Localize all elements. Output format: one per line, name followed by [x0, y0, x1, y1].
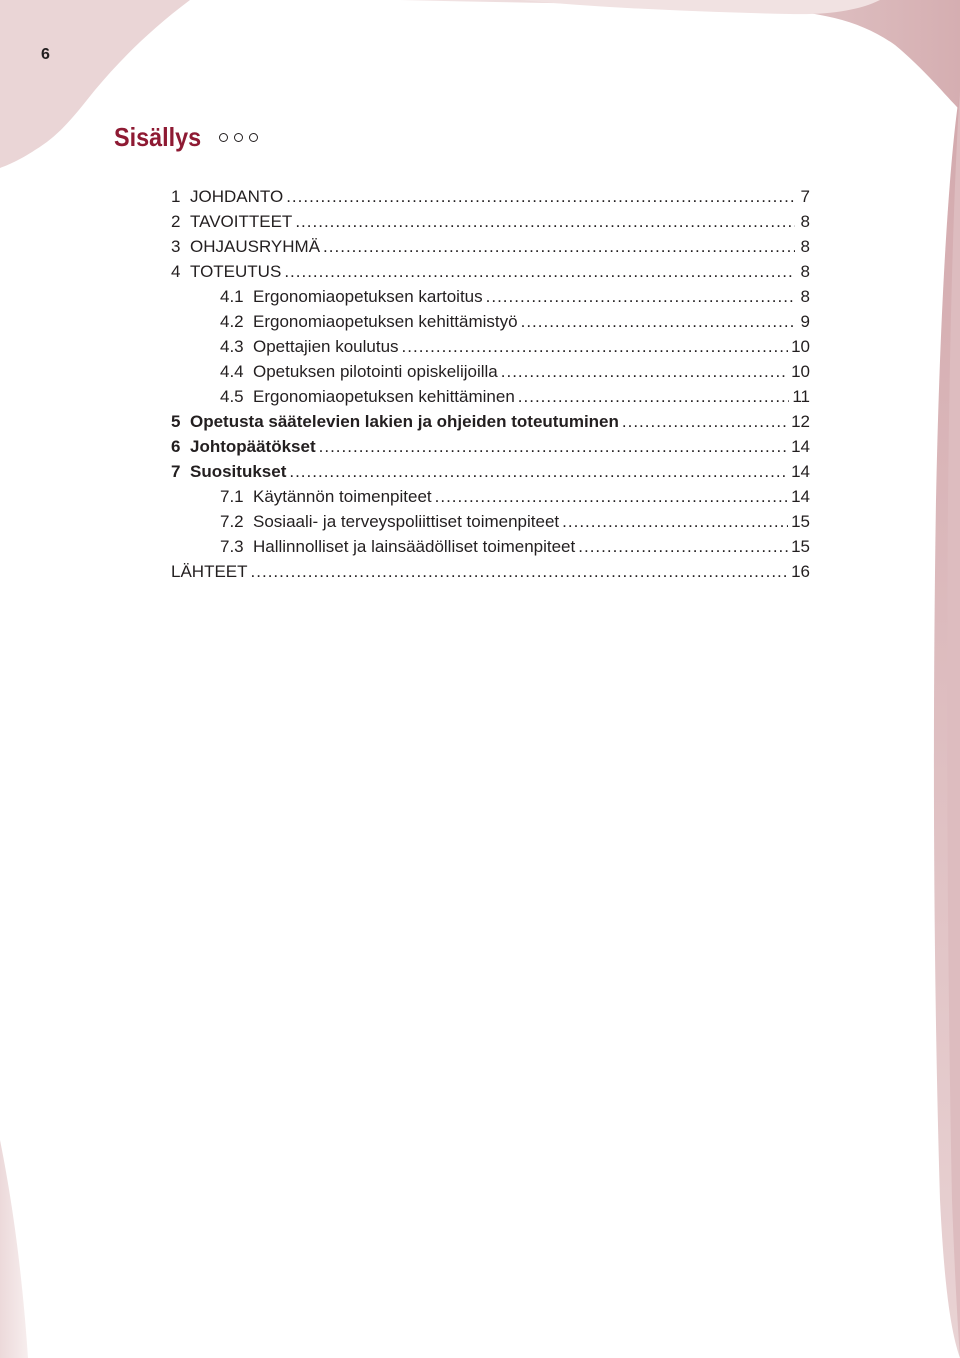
toc-entry[interactable] [171, 409, 810, 434]
toc-entry-page: 16 [791, 562, 810, 581]
toc-entry-page: 9 [800, 312, 810, 331]
toc-entry[interactable] [171, 284, 810, 309]
toc-entry-page: 14 [791, 437, 810, 456]
toc-entry-number: 5 [171, 412, 181, 431]
toc-entry-page: 8 [800, 237, 810, 256]
toc-entry-number: 6 [171, 437, 181, 456]
toc-entry-page: 8 [800, 212, 810, 231]
dot-leader [578, 534, 788, 559]
toc-entry[interactable] [171, 459, 810, 484]
dot-leader [622, 409, 788, 434]
toc-entry-label: Hallinnolliset ja lainsäädölliset toimenpiteet [253, 537, 576, 556]
top-band [400, 0, 960, 110]
dot-leader [518, 384, 790, 409]
circle-icon [249, 133, 258, 142]
toc-entry-number: 7.1 [220, 487, 244, 506]
heading-ornament [219, 133, 258, 142]
toc-entry-page: 12 [791, 412, 810, 431]
top-band-inner [520, 0, 880, 14]
dot-leader [402, 334, 789, 359]
toc-entry-label: Johtopäätökset [190, 437, 316, 456]
dot-leader [295, 209, 795, 234]
circle-icon [219, 133, 228, 142]
toc-title: Sisällys [114, 122, 202, 152]
page-number: 6 [41, 46, 50, 63]
toc-entry-label: Sosiaali- ja terveyspoliittiset toimenpiteet [253, 512, 560, 531]
toc-entry-page: 14 [791, 487, 810, 506]
toc-entry-page: 14 [791, 462, 810, 481]
toc-entry[interactable] [171, 534, 810, 559]
toc-entry-label: TOTEUTUS [190, 262, 282, 281]
toc-entry-number: 7.3 [220, 537, 244, 556]
dot-leader [435, 484, 788, 509]
toc-entry[interactable] [171, 309, 810, 334]
toc-entry-label: Käytännön toimenpiteet [253, 487, 432, 506]
toc-entry-number: 4 [171, 262, 181, 281]
toc-entry[interactable] [171, 559, 810, 584]
toc-entry[interactable] [171, 234, 810, 259]
toc-entry-label: Opetuksen pilotointi opiskelijoilla [253, 362, 498, 381]
dot-leader [486, 284, 795, 309]
toc-entry-label: Suositukset [190, 462, 287, 481]
dot-leader [501, 359, 788, 384]
toc-entry-page: 8 [800, 262, 810, 281]
toc-entry-number: 4.1 [220, 287, 244, 306]
toc-entry-label: Ergonomiaopetuksen kehittämistyö [253, 312, 518, 331]
toc-entry[interactable] [171, 259, 810, 284]
toc-entry-number: 4.3 [220, 337, 244, 356]
toc-entry-number: 3 [171, 237, 181, 256]
toc-entry-page: 7 [800, 187, 810, 206]
toc-entry-number: 4.2 [220, 312, 244, 331]
toc-entry-label: LÄHTEET [171, 562, 248, 581]
dot-leader [562, 509, 788, 534]
toc-entry-label: Opetusta säätelevien lakien ja ohjeiden toteutuminen [190, 412, 619, 431]
toc-entry-number: 7.2 [220, 512, 244, 531]
dot-leader [284, 259, 795, 284]
toc-entry-number: 4.5 [220, 387, 244, 406]
toc-entry-label: Opettajien koulutus [253, 337, 399, 356]
table-of-contents [171, 184, 810, 584]
bottom-left-corner [0, 1140, 28, 1358]
toc-entry-page: 15 [791, 537, 810, 556]
toc-entry-number: 7 [171, 462, 181, 481]
toc-entry[interactable] [171, 384, 810, 409]
toc-entry-page: 10 [791, 362, 810, 381]
toc-entry-page: 8 [800, 287, 810, 306]
toc-entry[interactable] [171, 484, 810, 509]
circle-icon [234, 133, 243, 142]
toc-entry-page: 10 [791, 337, 810, 356]
dot-leader [251, 559, 789, 584]
toc-entry-label: OHJAUSRYHMÄ [190, 237, 321, 256]
toc-entry-label: JOHDANTO [190, 187, 284, 206]
toc-entry-label: TAVOITTEET [190, 212, 293, 231]
dot-leader [289, 459, 788, 484]
dot-leader [286, 184, 795, 209]
toc-entry[interactable] [171, 509, 810, 534]
dot-leader [319, 434, 788, 459]
toc-heading [114, 122, 258, 153]
toc-entry-number: 1 [171, 187, 181, 206]
toc-entry-label: Ergonomiaopetuksen kehittäminen [253, 387, 515, 406]
toc-entry-page: 15 [791, 512, 810, 531]
toc-entry[interactable] [171, 359, 810, 384]
toc-entry-number: 4.4 [220, 362, 244, 381]
toc-entry[interactable] [171, 434, 810, 459]
toc-entry[interactable] [171, 184, 810, 209]
toc-entry-page: 11 [792, 387, 810, 406]
dot-leader [323, 234, 795, 259]
toc-entry-label: Ergonomiaopetuksen kartoitus [253, 287, 483, 306]
dot-leader [521, 309, 795, 334]
toc-entry-number: 2 [171, 212, 181, 231]
toc-entry[interactable] [171, 209, 810, 234]
toc-entry[interactable] [171, 334, 810, 359]
